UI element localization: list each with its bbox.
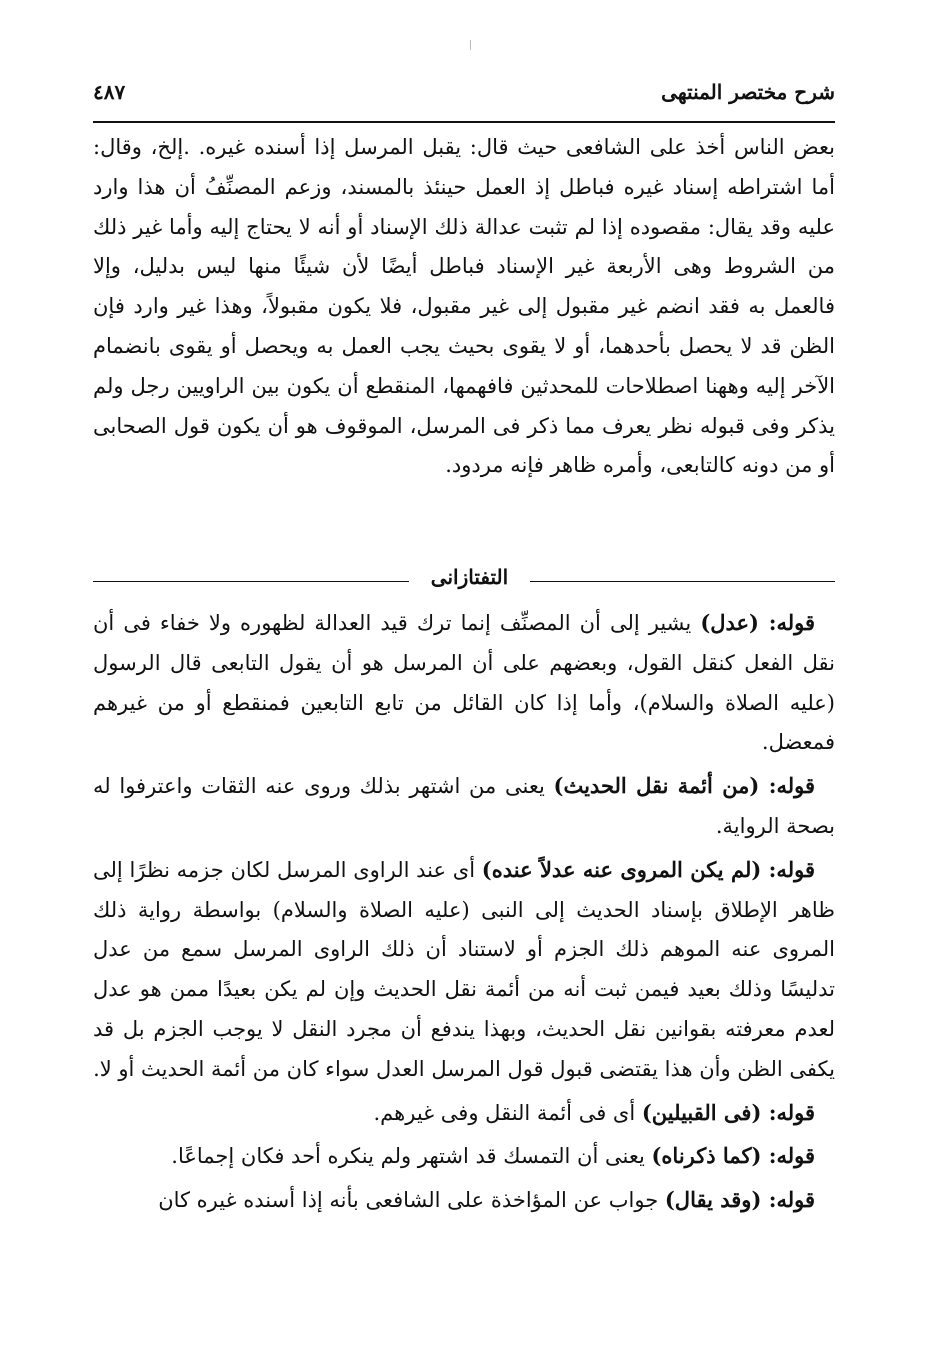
commentary-paragraph (93, 1180, 835, 1221)
commentary-text: يعنى من اشتهر بذلك وروى عنه الثقات واعترفوا له بصحة الرواية. (93, 774, 835, 838)
scan-mark (470, 40, 471, 50)
commentary-paragraph (93, 850, 835, 1090)
commentary-lead: قوله: (وقد يقال) (664, 1187, 815, 1213)
commentary-lead: قوله: (عدل) (700, 610, 815, 635)
main-text-block (93, 128, 835, 486)
commentary-block (93, 603, 835, 1221)
commentary-paragraph (93, 603, 835, 763)
commentary-text: أى فى أئمة النقل وفى غيرهم. (373, 1100, 642, 1125)
divider-line-left (93, 581, 409, 582)
main-paragraph: بعض الناس أخذ على الشافعى حيث قال: يقبل المرسل إذا أسنده غيره. .إلخ، وقال: أما اشتراطه إسناد غيره فباطل إذ العمل حينئذ بالمسند، وزعم المصنِّفُ أن هذا وارد عليه وقد يقال: مقصوده إذا لم تثبت عدالة ذلك الإسناد أو أنه لا يحتاج إليه وأما غير ذلك من الشروط وهى الأربعة غير الإسناد فباطل أيضًا لأن شيئًا منها ليس بدليل، وإلا فالعمل به فقد انضم غير مقبول إلى غير مقبول، فلا يكون مقبولاً، وهذا غير وارد فإن الظن قد لا يحصل بأحدهما، أو لا يقوى بحيث يجب العمل به ويحصل أو يقوى بانضمام الآخر إليه وههنا اصطلاحات للمحدثين فافهمها، المنقطع أن يكون بين الراويين رجل ولم يذكر وفى قبوله نظر يعرف مما ذكر فى المرسل، الموقوف هو أن يكون قول الصحابى أو من دونه كالتابعى، وأمره ظاهر فإنه مردود. (93, 135, 835, 478)
running-title: شرح مختصر المنتهى (661, 80, 835, 104)
section-divider (93, 565, 835, 595)
divider-label: التفتازانى (430, 565, 509, 589)
commentary-lead: قوله: (لم يكن المروى عنه عدلاً عنده) (481, 856, 815, 882)
page-header (93, 78, 835, 118)
commentary-text: يعنى أن التمسك قد اشتهر ولم ينكره أحد فكان إجماعًا. (171, 1144, 652, 1169)
commentary-text: جواب عن المؤاخذة على الشافعى بأنه إذا أسنده غيره كان (158, 1188, 665, 1213)
commentary-lead: قوله: (فى القبيلين) (641, 1099, 815, 1125)
commentary-text: أى عند الراوى المرسل لكان جزمه نظرًا إلى ظاهر الإطلاق بإسناد الحديث إلى النبى (عليه الصلاة والسلام) بواسطة رواية ذلك المروى عنه الموهم ذلك الجزم أو لاستناد أن ذلك الراوى المرسل سمع من عدل تدليسًا وذلك بعيد فيمن ثبت أنه من أئمة نقل الحديث وإن لم يكن بعيدًا ممن هو عدل لعدم معرفته بقوانين نقل الحديث، وبهذا يندفع أن مجرد النقل لا يوجب الجزم بل قد يكفى الظن وأن هذا يقتضى قبول قول المرسل العدل سواء كان من أئمة الحديث أو لا. (93, 857, 835, 1081)
page-number: ٤٨٧ (93, 80, 126, 104)
commentary-text: يشير إلى أن المصنِّف إنما ترك قيد العدالة لظهوره ولا خفاء فى أن نقل الفعل كنقل القول، وبعضهم على أن المرسل هو أن يقول التابعى قال الرسول (عليه الصلاة والسلام)، وأما إذا كان القائل من تابع التابعين فمنقطع أو من غيرهم فمعضل. (93, 611, 835, 755)
commentary-lead: قوله: (كما ذكرناه) (651, 1143, 815, 1169)
divider-line-right (530, 581, 835, 582)
commentary-paragraph (93, 1093, 835, 1134)
commentary-paragraph (93, 1136, 835, 1177)
header-rule (93, 121, 835, 123)
commentary-paragraph (93, 766, 835, 847)
commentary-lead: قوله: (من أئمة نقل الحديث) (553, 773, 815, 799)
